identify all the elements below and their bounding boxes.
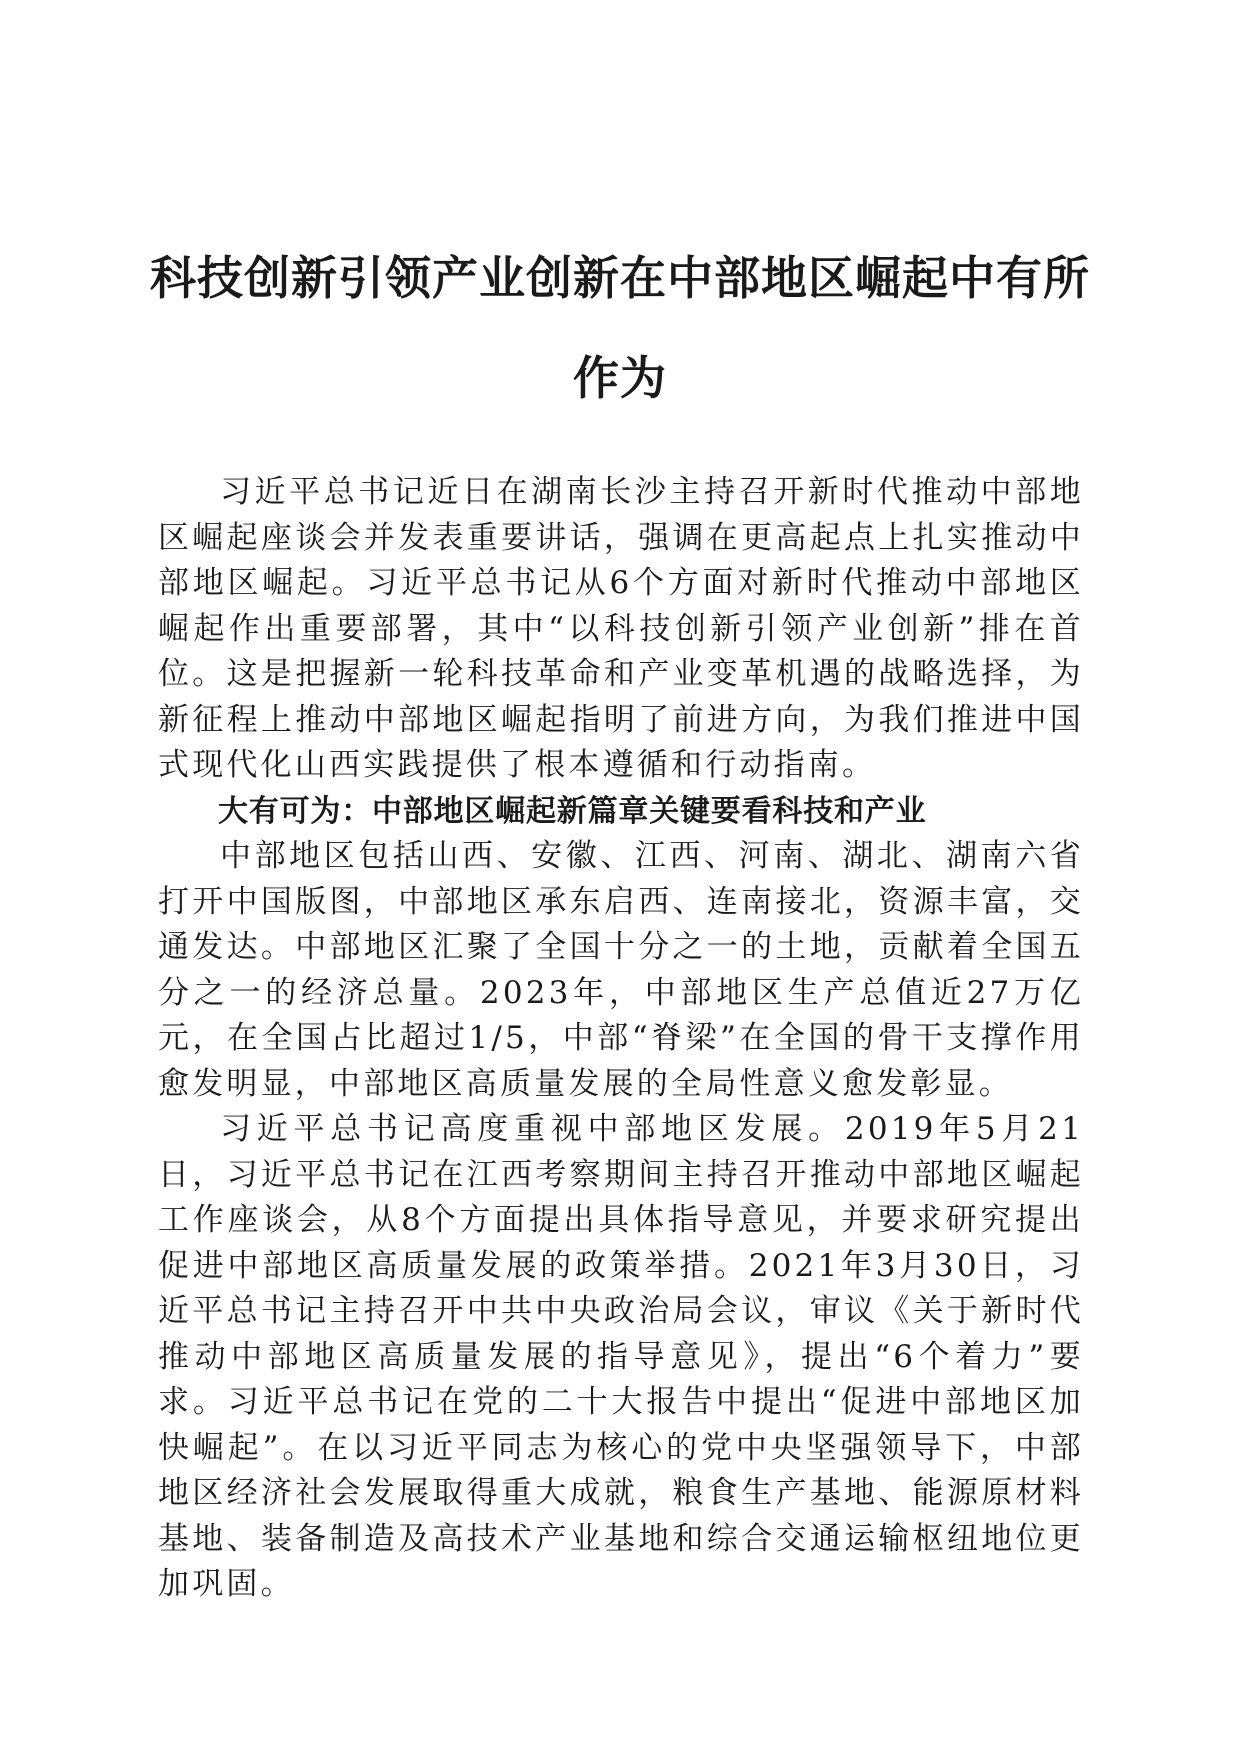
section-paragraph: 中部地区包括山西、安徽、江西、河南、湖北、湖南六省打开中国版图，中部地区承东启西、连南接北，资源丰富，交通发达。中部地区汇聚了全国十分之一的土地，贡献着全国五分之一的经济总量。2023年，中部地区生产总值近27万亿元，在全国占比超过1/5，中部“脊梁”在全国的骨干支撑作用愈发明显，中部地区高质量发展的全局性意义愈发彰显。	[158, 838, 1084, 1102]
section-heading: 大有可为：中部地区崛起新篇章关键要看科技和产业	[218, 793, 927, 829]
section-paragraph: 习近平总书记高度重视中部地区发展。2019年5月21日，习近平总书记在江西考察期间主持召开推动中部地区崛起工作座谈会，从8个方面提出具体指导意见，并要求研究提出促进中部地区高质量发展的政策举措。2021年3月30日，习近平总书记主持召开中共中央政治局会议，审议《关于新时代推动中部地区高质量发展的指导意见》，提出“6个着力”要求。习近平总书记在党的二十大报告中提出“促进中部地区加快崛起”。在以习近平同志为核心的党中央坚强领导下，中部地区经济社会发展取得重大成就，粮食生产基地、能源原材料基地、装备制造及高技术产业基地和综合交通运输枢纽地位更加巩固。	[158, 1111, 1084, 1602]
document-title: 科技创新引领产业创新在中部地区崛起中有所作为	[150, 251, 1090, 405]
document-body	[158, 470, 1084, 1608]
intro-paragraph: 习近平总书记近日在湖南长沙主持召开新时代推动中部地区崛起座谈会并发表重要讲话，强调在更高起点上扎实推动中部地区崛起。习近平总书记从6个方面对新时代推动中部地区崛起作出重要部署，其中“以科技创新引领产业创新”排在首位。这是把握新一轮科技革命和产业变革机遇的战略选择，为新征程上推动中部地区崛起指明了前进方向，为我们推进中国式现代化山西实践提供了根本遵循和行动指南。	[158, 474, 1084, 783]
